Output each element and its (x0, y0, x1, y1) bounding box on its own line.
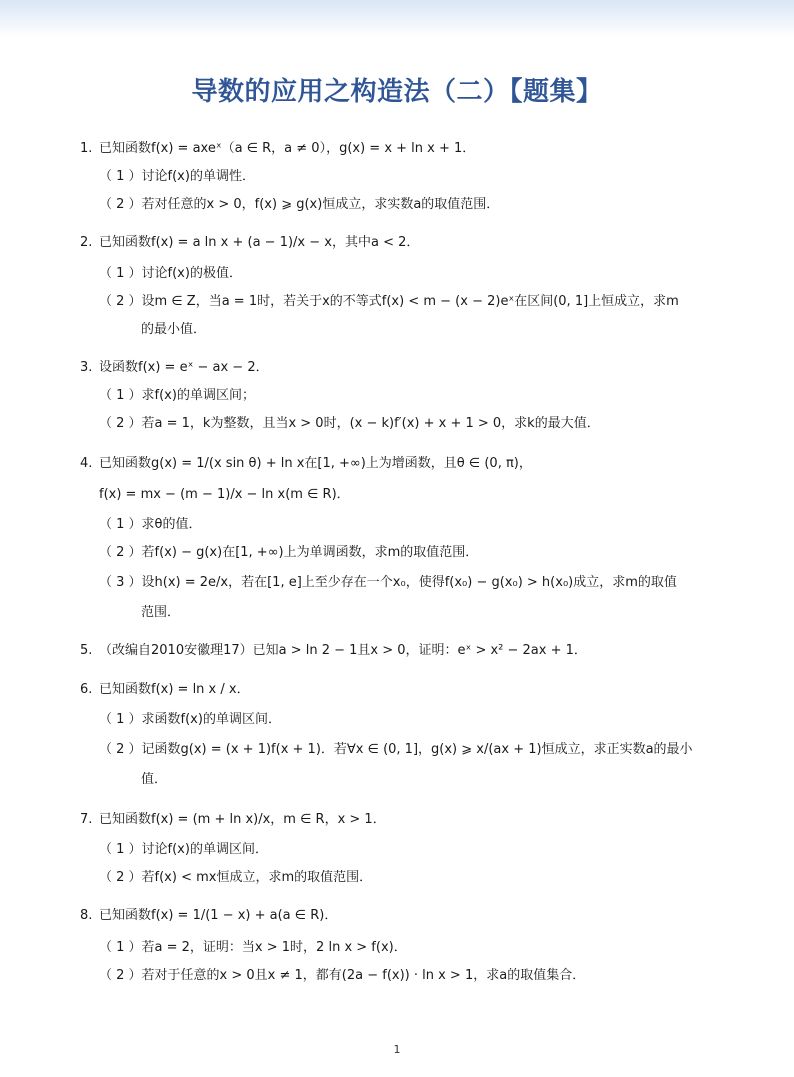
sub-question: （ 2 ）设m ∈ Z，当a = 1时，若关于x的不等式f(x) < m − (x − 2)eˣ在区间(0, 1]上恒成立，求m (99, 294, 679, 309)
sub-question-continuation: 范围． (141, 605, 181, 620)
problem-statement: 已知函数g(x) = 1/(x sin θ) + ln x在[1, +∞)上为增函数，且θ ∈ (0, π)， (99, 456, 532, 471)
sub-question: （ 3 ）设h(x) = 2e/x，若在[1, e]上至少存在一个x₀，使得f(x₀) − g(x₀) > h(x₀)成立，求m的取值 (99, 575, 677, 590)
sub-question: （ 1 ）求θ的值． (99, 517, 202, 532)
problem-number: 8. (80, 908, 93, 923)
sub-question-continuation: 值． (141, 772, 168, 787)
sub-question: （ 2 ）若a = 1，k为整数，且当x > 0时，(x − k)f′(x) + x + 1 > 0，求k的最大值． (99, 416, 600, 431)
sub-question-continuation: 的最小值． (141, 322, 207, 337)
sub-question: （ 1 ）讨论f(x)的单调区间． (99, 842, 268, 857)
problem-statement: 已知函数f(x) = a ln x + (a − 1)/x − x，其中a < 2． (99, 235, 420, 250)
problem-statement-continuation: f(x) = mx − (m − 1)/x − ln x(m ∈ R)． (99, 487, 350, 502)
problem-number: 2. (80, 235, 93, 250)
problem-statement: 设函数f(x) = eˣ − ax − 2． (99, 360, 269, 375)
problem-number: 1. (80, 141, 93, 156)
sub-question: （ 1 ）求f(x)的单调区间； (99, 388, 255, 403)
sub-question: （ 2 ）若f(x) − g(x)在[1, +∞)上为单调函数，求m的取值范围． (99, 545, 479, 560)
problem-statement: （改编自2010安徽理17）已知a > ln 2 − 1且x > 0，证明：eˣ > x² − 2ax + 1． (99, 643, 587, 658)
problem-number: 3. (80, 360, 93, 375)
sub-question: （ 2 ）若对任意的x > 0，f(x) ⩾ g(x)恒成立，求实数a的取值范围． (99, 197, 500, 212)
sub-question: （ 2 ）若f(x) < mx恒成立，求m的取值范围． (99, 870, 373, 885)
sub-question: （ 1 ）求函数f(x)的单调区间． (99, 712, 281, 727)
problem-statement: 已知函数f(x) = ln x / x． (99, 682, 250, 697)
page-title: 导数的应用之构造法（二）【题集】 (191, 77, 603, 107)
sub-question: （ 1 ）讨论f(x)的极值． (99, 266, 242, 281)
sub-question: （ 1 ）若a = 2，证明：当x > 1时，2 ln x > f(x)． (99, 940, 407, 955)
sub-question: （ 2 ）记函数g(x) = (x + 1)f(x + 1)．若∀x ∈ (0, 1]，g(x) ⩾ x/(ax + 1)恒成立，求正实数a的最小 (99, 742, 693, 757)
page-number: 1 (393, 1043, 401, 1056)
problem-statement: 已知函数f(x) = axeˣ（a ∈ R，a ≠ 0），g(x) = x + ln x + 1． (99, 141, 476, 156)
sub-question: （ 1 ）讨论f(x)的单调性． (99, 169, 255, 184)
problem-statement: 已知函数f(x) = 1/(1 − x) + a(a ∈ R)． (99, 908, 338, 923)
header-band (0, 0, 794, 38)
sub-question: （ 2 ）若对于任意的x > 0且x ≠ 1，都有(2a − f(x)) · ln x > 1，求a的取值集合． (99, 968, 586, 983)
problem-statement: 已知函数f(x) = (m + ln x)/x，m ∈ R，x > 1． (99, 812, 386, 827)
problem-number: 5. (80, 643, 93, 658)
problem-number: 6. (80, 682, 93, 697)
problem-number: 7. (80, 812, 93, 827)
problem-number: 4. (80, 456, 93, 471)
